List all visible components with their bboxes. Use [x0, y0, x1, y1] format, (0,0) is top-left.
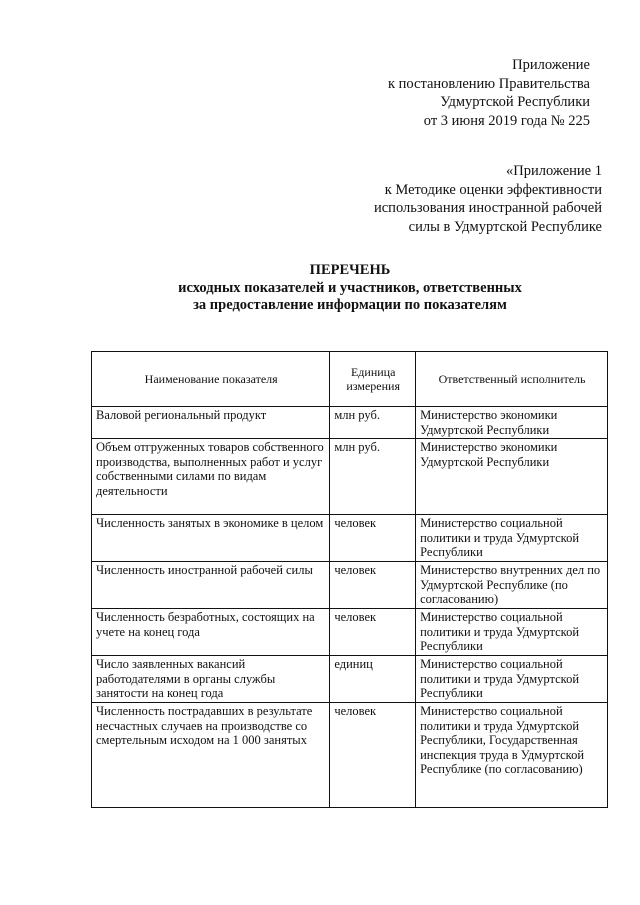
table-row — [92, 703, 608, 808]
indicator-name: Численность безработных, состоящих на учете на конец года — [92, 609, 330, 656]
title-line: ПЕРЕЧЕНЬ — [309, 262, 391, 278]
appendix2-line: к Методике оценки эффективности — [384, 181, 602, 198]
indicator-name: Численность иностранной рабочей силы — [92, 562, 330, 609]
indicator-name: Валовой региональный продукт — [92, 407, 330, 439]
indicator-unit: человек — [330, 515, 416, 562]
indicator-unit: человек — [330, 703, 416, 808]
indicator-responsible: Министерство социальной политики и труда Удмуртской Республики — [416, 656, 608, 703]
indicator-unit: единиц — [330, 656, 416, 703]
appendix2-line: использования иностранной рабочей — [373, 200, 602, 216]
indicator-name: Число заявленных вакансий работодателями в органы службы занятости на конец года — [92, 656, 330, 703]
table-row — [92, 407, 608, 439]
indicator-responsible: Министерство социальной политики и труда Удмуртской Республики — [416, 515, 608, 562]
document-title — [0, 262, 640, 315]
table-row — [92, 656, 608, 703]
indicator-responsible: Министерство экономики Удмуртской Республики — [416, 407, 608, 439]
indicator-responsible: Министерство социальной политики и труда Удмуртской Республики, Государственная инспекция труда в Удмуртской Республике (по согласованию) — [416, 703, 608, 808]
indicators-table — [91, 351, 608, 808]
indicator-responsible: Министерство внутренних дел по Удмуртской Республике (по согласованию) — [416, 562, 608, 609]
indicator-name: Численность пострадавших в результате несчастных случаев на производстве со смертельным исходом на 1 000 занятых — [92, 703, 330, 808]
appendix-line: Удмуртской Республики — [440, 94, 590, 110]
table-row — [92, 439, 608, 515]
column-header-name: Наименование показателя — [92, 352, 330, 407]
appendix-header — [290, 56, 590, 130]
indicator-responsible: Министерство экономики Удмуртской Республики — [416, 439, 608, 515]
column-header-responsible: Ответственный исполнитель — [416, 352, 608, 407]
appendix-line: к постановлению Правительства — [388, 75, 590, 92]
appendix2-line: силы в Удмуртской Республике — [408, 218, 602, 235]
column-header-unit: Единица измерения — [330, 352, 416, 407]
table-row — [92, 515, 608, 562]
methodology-appendix-header — [302, 162, 602, 236]
table-row — [92, 609, 608, 656]
appendix-line: Приложение — [512, 57, 590, 73]
indicator-unit: млн руб. — [330, 439, 416, 515]
indicator-unit: млн руб. — [330, 407, 416, 439]
table-header-row — [92, 352, 608, 407]
title-line: за предоставление информации по показателям — [193, 297, 507, 313]
indicator-name: Объем отгруженных товаров собственного производства, выполненных работ и услуг собственными силами по видам деятельности — [92, 439, 330, 515]
appendix2-line: «Приложение 1 — [506, 163, 602, 179]
indicator-responsible: Министерство социальной политики и труда Удмуртской Республики — [416, 609, 608, 656]
indicator-unit: человек — [330, 562, 416, 609]
appendix-line: от 3 июня 2019 года № 225 — [423, 112, 590, 129]
table-row — [92, 562, 608, 609]
title-line: исходных показателей и участников, ответственных — [178, 279, 522, 296]
indicator-unit: человек — [330, 609, 416, 656]
indicator-name: Численность занятых в экономике в целом — [92, 515, 330, 562]
